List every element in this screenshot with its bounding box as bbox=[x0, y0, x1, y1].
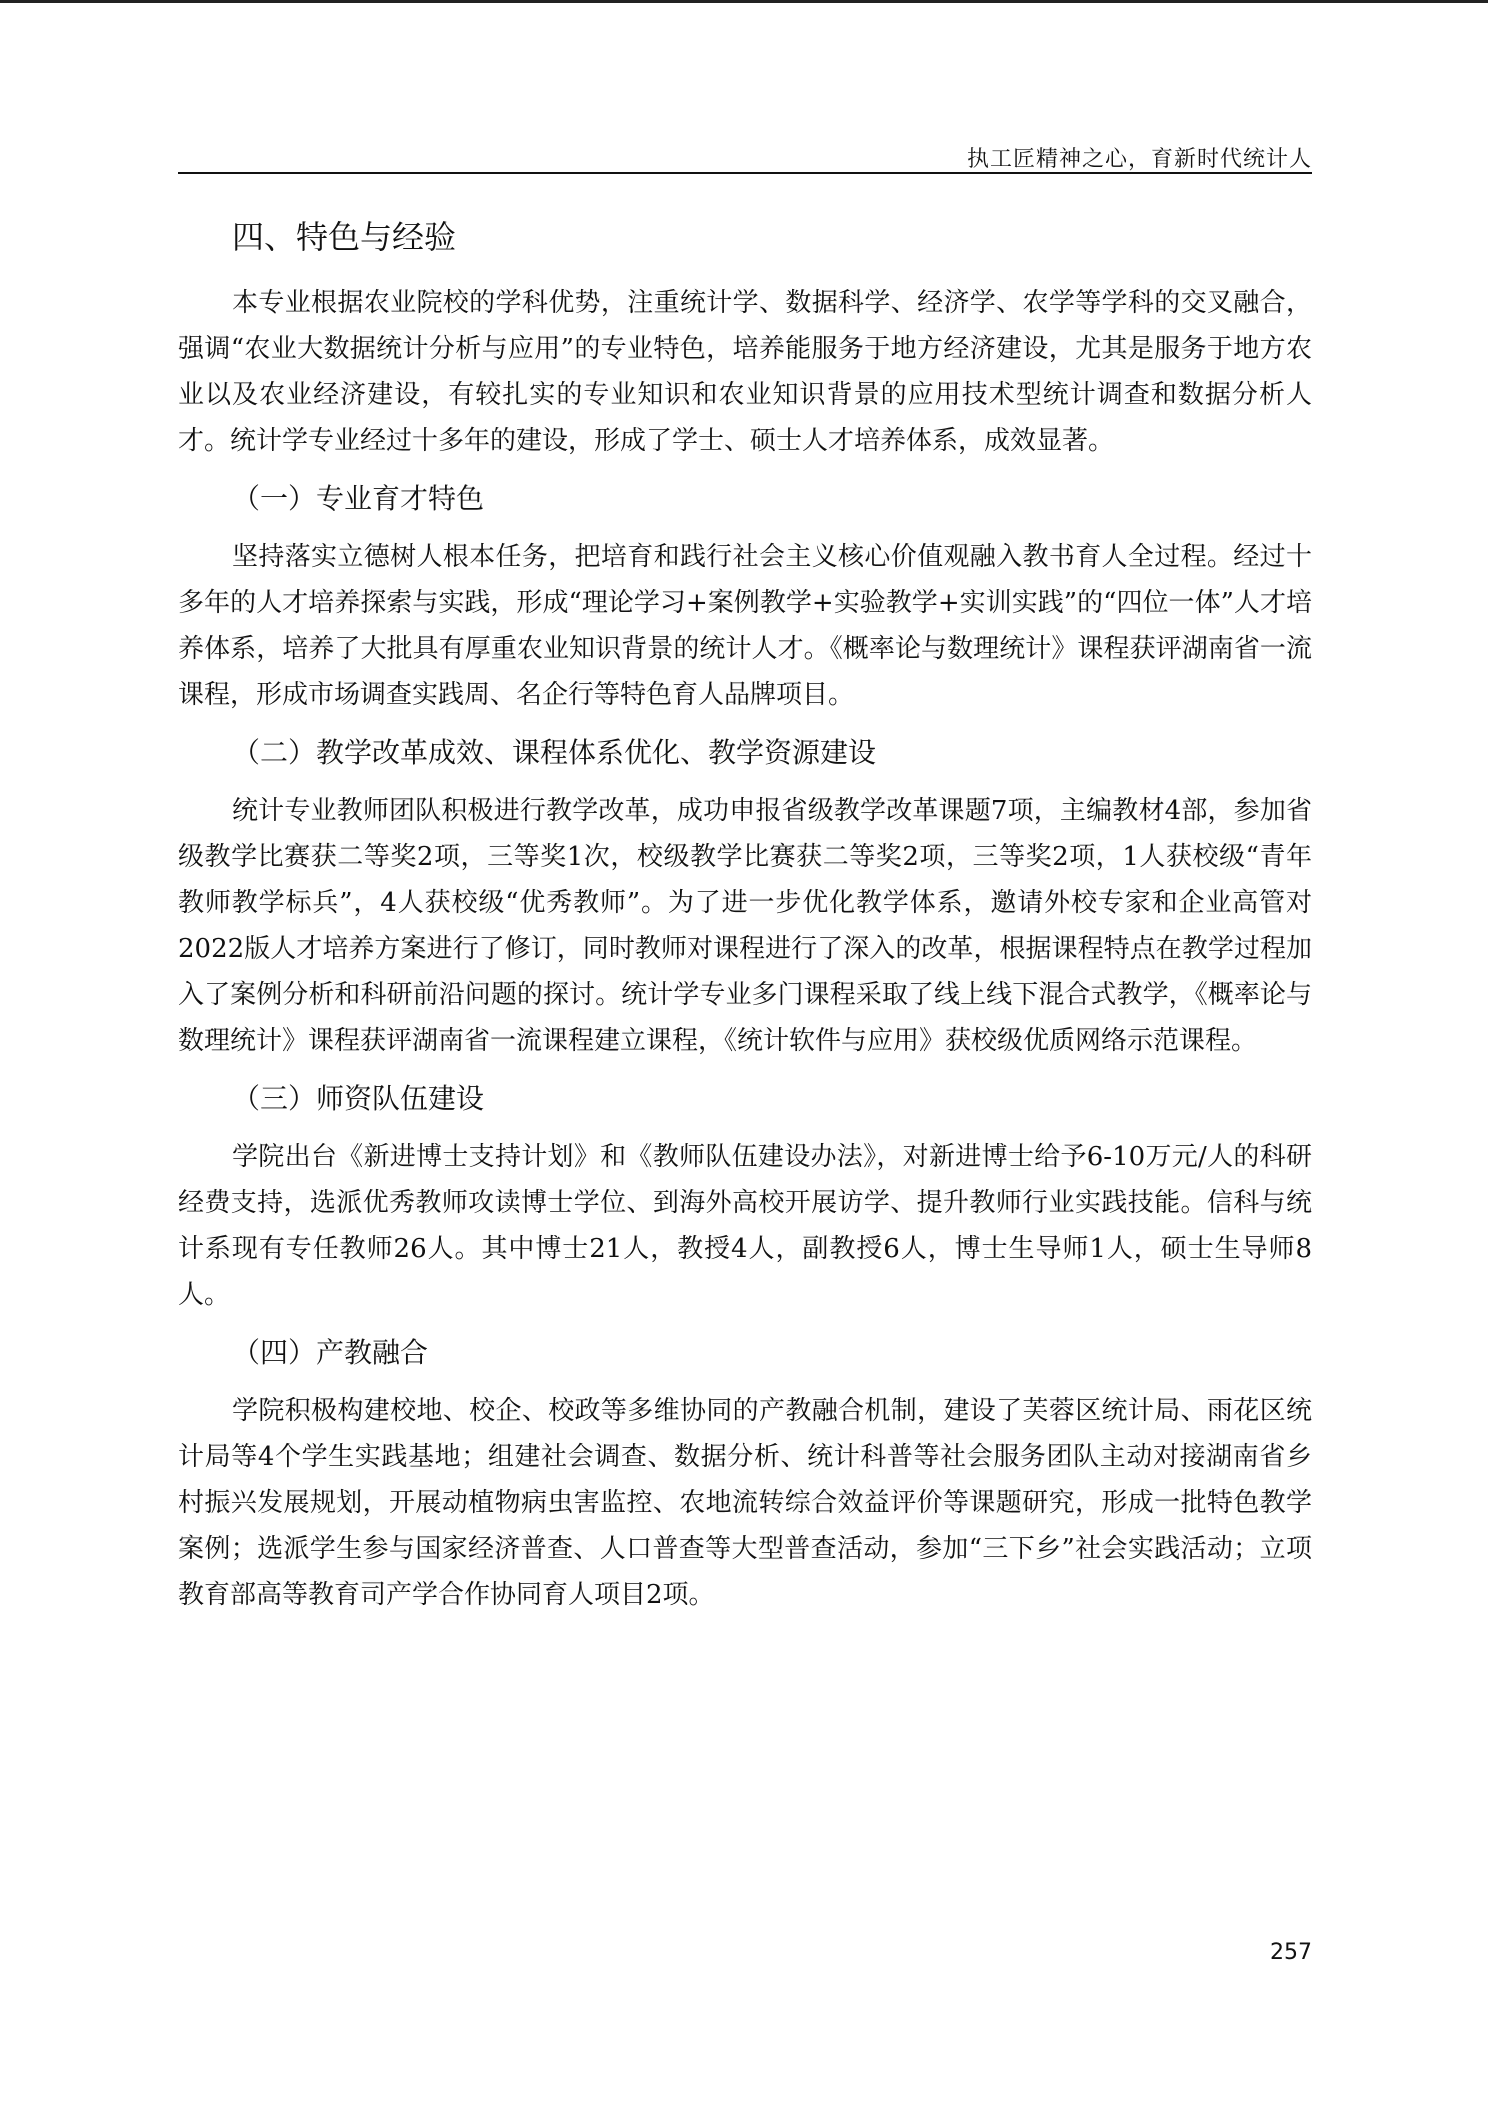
subsection-paragraph-industry-integration: 学院积极构建校地、校企、校政等多维协同的产教融合机制，建设了芙蓉区统计局、雨花区统计局等4个学生实践基地；组建社会调查、数据分析、统计科普等社会服务团队主动对接湖南省乡村振兴发展规划，开展动植物病虫害监控、农地流转综合效益评价等课题研究，形成一批特色教学案例；选派学生参与国家经济普查、人口普查等大型普查活动，参加“三下乡”社会实践活动；立项教育部高等教育司产学合作协同育人项目2项。 bbox=[178, 1396, 1312, 1610]
document-body bbox=[178, 208, 1312, 1624]
section-title: 四、特色与经验 bbox=[232, 218, 457, 256]
subsection-paragraph-teaching-reform: 统计专业教师团队积极进行教学改革，成功申报省级教学改革课题7项，主编教材4部，参加省级教学比赛获二等奖2项，三等奖1次，校级教学比赛获二等奖2项，三等奖2项，1人获校级“青年教师教学标兵”，4人获校级“优秀教师”。为了进一步优化教学体系，邀请外校专家和企业高管对2022版人才培养方案进行了修订，同时教师对课程进行了深入的改革，根据课程特点在教学过程加入了案例分析和科研前沿问题的探讨。统计学专业多门课程采取了线上线下混合式教学，《概率论与数理统计》课程获评湖南省一流课程建立课程，《统计软件与应用》获校级优质网络示范课程。 bbox=[178, 796, 1312, 1056]
subsection-paragraph-talent-features: 坚持落实立德树人根本任务，把培育和践行社会主义核心价值观融入教书育人全过程。经过十多年的人才培养探索与实践，形成“理论学习+案例教学+实验教学+实训实践”的“四位一体”人才培养体系，培养了大批具有厚重农业知识背景的统计人才。《概率论与数理统计》课程获评湖南省一流课程，形成市场调查实践周、名企行等特色育人品牌项目。 bbox=[178, 542, 1312, 710]
subsection-title-teaching-reform: （二）教学改革成效、课程体系优化、教学资源建设 bbox=[232, 736, 877, 769]
running-header bbox=[178, 138, 1312, 174]
page-top-border bbox=[0, 0, 1488, 3]
subsection-paragraph-faculty: 学院出台《新进博士支持计划》和《教师队伍建设办法》，对新进博士给予6-10万元/人的科研经费支持，选派优秀教师攻读博士学位、到海外高校开展访学、提升教师行业实践技能。信科与统计系现有专任教师26人。其中博士21人，教授4人，副教授6人，博士生导师1人，硕士生导师8人。 bbox=[178, 1142, 1312, 1310]
subsection-title-talent-features: （一）专业育才特色 bbox=[232, 482, 485, 515]
header-title: 执工匠精神之心，育新时代统计人 bbox=[966, 147, 1312, 172]
page-number: 257 bbox=[1270, 1940, 1312, 1965]
section-intro-paragraph: 本专业根据农业院校的学科优势，注重统计学、数据科学、经济学、农学等学科的交叉融合，强调“农业大数据统计分析与应用”的专业特色，培养能服务于地方经济建设，尤其是服务于地方农业以及农业经济建设，有较扎实的专业知识和农业知识背景的应用技术型统计调查和数据分析人才。统计学专业经过十多年的建设，形成了学士、硕士人才培养体系，成效显著。 bbox=[178, 288, 1312, 456]
subsection-title-industry-integration: （四）产教融合 bbox=[232, 1336, 429, 1369]
subsection-title-faculty: （三）师资队伍建设 bbox=[232, 1082, 485, 1115]
